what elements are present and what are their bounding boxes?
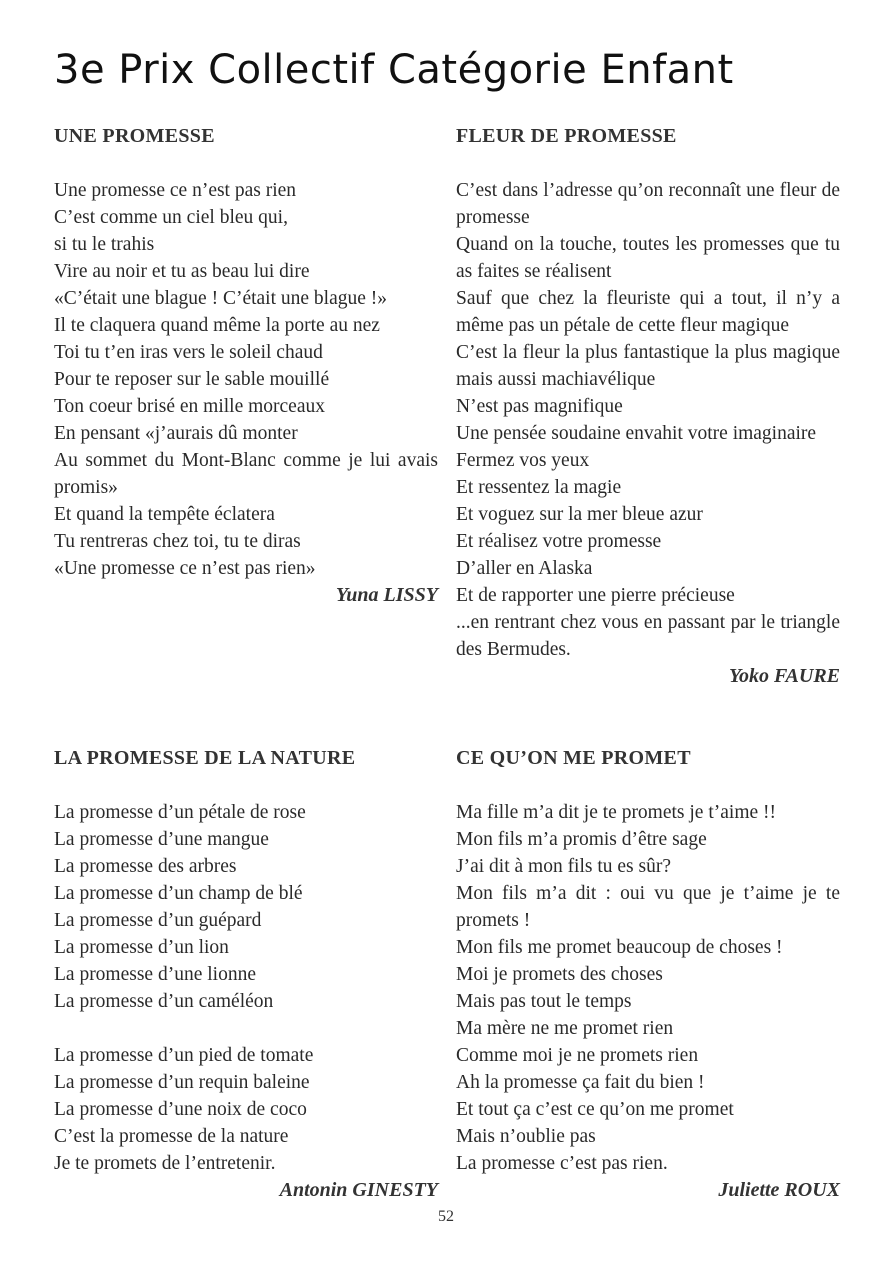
poem-line: N’est pas magnifique bbox=[456, 396, 623, 417]
poem-line: La promesse d’un pétale de rose bbox=[54, 802, 306, 823]
poem-line: La promesse d’une noix de coco bbox=[54, 1099, 307, 1120]
poem-line: Et voguez sur la mer bleue azur bbox=[456, 504, 703, 525]
poem-line: C’est dans l’adresse qu’on reconnaît une fleur de promesse bbox=[456, 180, 840, 228]
poem-une-promesse bbox=[54, 123, 438, 609]
poem-line: C’est la promesse de la nature bbox=[54, 1126, 289, 1147]
poem-line: Comme moi je ne promets rien bbox=[456, 1045, 699, 1066]
poem-fleur-de-promesse bbox=[456, 123, 840, 690]
poem-la-promesse-de-la-nature bbox=[54, 745, 438, 1204]
poem-line: Mais pas tout le temps bbox=[456, 991, 632, 1012]
poem-line: Et réalisez votre promesse bbox=[456, 531, 662, 552]
poem-line: La promesse d’un requin baleine bbox=[54, 1072, 310, 1093]
poem-body bbox=[456, 799, 840, 1177]
poem-line: Il te claquera quand même la porte au nez bbox=[54, 315, 380, 336]
poem-line: Ma mère ne me promet rien bbox=[456, 1018, 674, 1039]
poem-line: Je te promets de l’entretenir. bbox=[54, 1153, 276, 1174]
poem-line: C’est comme un ciel bleu qui, bbox=[54, 207, 288, 228]
poem-line: En pensant «j’aurais dû monter bbox=[54, 423, 298, 444]
poem-line: Mais n’oublie pas bbox=[456, 1126, 596, 1147]
poem-author: Yuna LISSY bbox=[335, 584, 438, 606]
poem-line: La promesse d’une lionne bbox=[54, 964, 256, 985]
poem-line: Toi tu t’en iras vers le soleil chaud bbox=[54, 342, 323, 363]
poem-line: D’aller en Alaska bbox=[456, 558, 593, 579]
poem-line: «C’était une blague ! C’était une blague !» bbox=[54, 288, 388, 309]
stanza-break bbox=[54, 1015, 438, 1042]
poem-line: Mon fils m’a promis d’être sage bbox=[456, 829, 707, 850]
poem-title: UNE PROMESSE bbox=[54, 125, 215, 147]
poem-title: LA PROMESSE DE LA NATURE bbox=[54, 747, 356, 769]
poem-line: La promesse d’un pied de tomate bbox=[54, 1045, 314, 1066]
poem-line: Fermez vos yeux bbox=[456, 450, 590, 471]
poem-line: La promesse d’une mangue bbox=[54, 829, 269, 850]
poem-line: Et tout ça c’est ce qu’on me promet bbox=[456, 1099, 734, 1120]
poem-line: Pour te reposer sur le sable mouillé bbox=[54, 369, 330, 390]
poem-line: Vire au noir et tu as beau lui dire bbox=[54, 261, 310, 282]
poem-line: Ma fille m’a dit je te promets je t’aime !! bbox=[456, 802, 777, 823]
poem-line: La promesse c’est pas rien. bbox=[456, 1153, 668, 1174]
poem-body bbox=[54, 799, 438, 1177]
poem-title: FLEUR DE PROMESSE bbox=[456, 125, 677, 147]
poem-line: Au sommet du Mont-Blanc comme je lui avais promis» bbox=[54, 450, 438, 498]
poem-line: Moi je promets des choses bbox=[456, 964, 663, 985]
poem-line: Quand on la touche, toutes les promesses que tu as faites se réalisent bbox=[456, 234, 840, 282]
poem-line: Et ressentez la magie bbox=[456, 477, 622, 498]
poem-author: Antonin GINESTY bbox=[279, 1179, 438, 1201]
poem-author: Yoko FAURE bbox=[729, 665, 840, 687]
poem-line: Et de rapporter une pierre précieuse bbox=[456, 585, 735, 606]
poem-line: Et quand la tempête éclatera bbox=[54, 504, 275, 525]
poem-line: Sauf que chez la fleuriste qui a tout, il n’y a même pas un pétale de cette fleur magique bbox=[456, 288, 840, 336]
poem-line: La promesse d’un lion bbox=[54, 937, 229, 958]
poem-line: Ah la promesse ça fait du bien ! bbox=[456, 1072, 705, 1093]
poem-line: Mon fils me promet beaucoup de choses ! bbox=[456, 937, 783, 958]
poem-line: J’ai dit à mon fils tu es sûr? bbox=[456, 856, 672, 877]
poem-line: Une promesse ce n’est pas rien bbox=[54, 180, 297, 201]
poem-line: Mon fils m’a dit : oui vu que je t’aime je te promets ! bbox=[456, 883, 840, 931]
poem-line: C’est la fleur la plus fantastique la plus magique mais aussi machiavélique bbox=[456, 342, 840, 390]
page-number: 52 bbox=[438, 1208, 454, 1225]
poem-line: Ton coeur brisé en mille morceaux bbox=[54, 396, 325, 417]
poem-title: CE QU’ON ME PROMET bbox=[456, 747, 691, 769]
poem-ce-quon-me-promet bbox=[456, 745, 840, 1204]
poem-line: La promesse des arbres bbox=[54, 856, 237, 877]
page-heading: 3e Prix Collectif Catégorie Enfant bbox=[54, 47, 734, 93]
poem-line: si tu le trahis bbox=[54, 234, 155, 255]
poem-line: «Une promesse ce n’est pas rien» bbox=[54, 558, 316, 579]
poem-line: La promesse d’un guépard bbox=[54, 910, 262, 931]
poem-line: Tu rentreras chez toi, tu te diras bbox=[54, 531, 301, 552]
poem-author: Juliette ROUX bbox=[718, 1179, 840, 1201]
poem-body bbox=[54, 177, 438, 582]
poem-body bbox=[456, 177, 840, 663]
poem-line: Une pensée soudaine envahit votre imaginaire bbox=[456, 423, 817, 444]
poem-line: La promesse d’un caméléon bbox=[54, 991, 274, 1012]
poem-line: La promesse d’un champ de blé bbox=[54, 883, 303, 904]
poem-line: ...en rentrant chez vous en passant par le triangle des Bermudes. bbox=[456, 612, 840, 660]
